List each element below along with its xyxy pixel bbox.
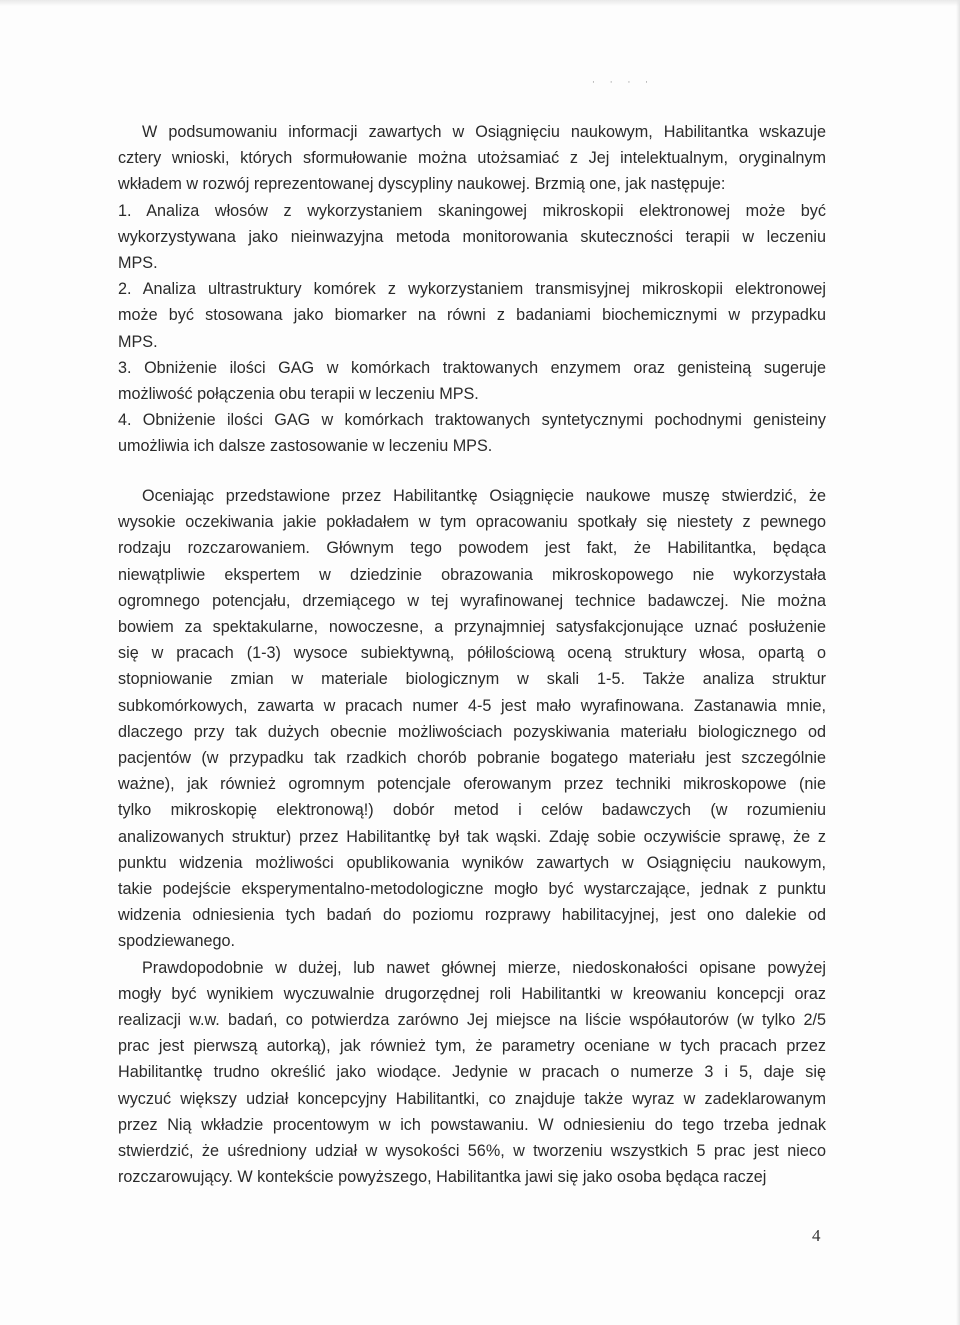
- text-line: 2. Analiza ultrastruktury komórek z wykorzystaniem transmisyjnej mikroskopii elektronowej: [118, 280, 826, 299]
- text-line: wkładem w rozwój reprezentowanej dyscypliny naukowej. Brzmią one, jak następuje:: [118, 175, 726, 194]
- text-line: subkomórkowych, zawarta w pracach numer 4-5 jest mało wyrafinowana. Zastanawia mnie,: [118, 696, 826, 715]
- text-line: Oceniając przedstawione przez Habilitantkę Osiągnięcie naukowe muszę stwierdzić, że: [142, 487, 826, 505]
- numbered-conclusion: [118, 355, 826, 407]
- text-line: analizowanych struktur) przez Habilitantkę był tak wąski. Zdaję sobie oczywiście sprawę, że z: [118, 827, 826, 846]
- text-line: 1. Analiza włosów z wykorzystaniem skaningowej mikroskopii elektronowej może być: [118, 201, 826, 220]
- text-line: W podsumowaniu informacji zawartych w Osiągnięciu naukowym, Habilitantka wskazuje: [142, 123, 826, 141]
- text-line: mogły być wynikiem wyczuwalnie drugorzędnej roli Habilitantki w kreowaniu koncepcji oraz: [118, 984, 826, 1003]
- text-line: stwierdzić, że uśredniony udział w wysokości 56%, w tworzeniu wszystkich 5 prac jest nieco: [118, 1142, 826, 1161]
- text-line: bowiem za spektakularne, nowoczesne, a przynajmniej satysfakcjonujące uznać posłużenie: [118, 618, 826, 637]
- text-line: ważne), jak również ogromnym potencjale oferowanym przez techniki mikroskopowe (nie: [118, 775, 826, 794]
- text-line: realizacji w.w. badań, co potwierdza zarówno Jej miejsce na liście współautorów (w tylko 2/5: [118, 1011, 826, 1030]
- body-paragraph: [118, 483, 826, 955]
- text-line: ogromnego potencjału, drzemiącego w tej wyrafinowanej technice badawczej. Nie można: [118, 591, 826, 610]
- scan-speck-marks: · · · ·: [592, 78, 655, 88]
- page-number: 4: [812, 1226, 821, 1245]
- text-line: tylko mikroskopię elektronową!) dobór metod i celów badawczych (w rozumieniu: [118, 801, 826, 820]
- numbered-conclusion: [118, 276, 826, 355]
- body-paragraph: [118, 955, 826, 1191]
- numbered-conclusion: [118, 198, 826, 277]
- text-line: rozczarowujący. W kontekście powyższego, Habilitantka jawi się jako osoba będąca raczej: [118, 1168, 767, 1187]
- conclusions-section: [118, 119, 826, 460]
- text-line: MPS.: [118, 254, 158, 273]
- text-line: Prawdopodobnie w dużej, lub nawet głównej mierze, niedoskonałości opisane powyżej: [142, 958, 826, 977]
- text-line: możliwość połączenia obu terapii w leczeniu MPS.: [118, 385, 479, 404]
- text-line: punktu widzenia możliwości opublikowania wyników zawartych w Osiągnięciu naukowym,: [118, 853, 826, 872]
- text-line: dlaczego przy tak dużych obecnie możliwościach pozyskiwania materiału biologicznego od: [118, 722, 826, 741]
- text-line: się w pracach (1-3) wysoce subiektywną, półilościową oceną struktury włosa, opartą o: [118, 644, 826, 663]
- text-line: Habilitantkę trudno określić jako wiodące. Jedynie w pracach o numerze 3 i 5, daje się: [118, 1063, 826, 1082]
- text-line: niewątpliwie ekspertem w dziedzinie obrazowania mikroskopowego nie wykorzystała: [118, 565, 826, 584]
- scan-edge-right: [956, 0, 960, 1325]
- assessment-section: [118, 483, 826, 1190]
- text-line: MPS.: [118, 332, 158, 351]
- text-line: prac jest pierwszą autorką), jak również tym, że parametry oceniane w tych pracach przez: [118, 1037, 826, 1056]
- text-line: pacjentów (w przypadku tak rzadkich chorób pobranie bogatego materiału jest szczególnie: [118, 749, 826, 768]
- text-line: przez Nią wkładzie procentowym w ich powstawaniu. W odniesieniu do tego trzeba jednak: [118, 1115, 826, 1134]
- text-line: takie podejście eksperymentalno-metodologiczne mogło być wystarczające, jednak z punktu: [118, 880, 826, 899]
- text-line: cztery wnioski, których sformułowanie można utożsamiać z Jej intelektualnym, oryginalnym: [118, 149, 826, 168]
- text-line: stopniowanie zmian w materiale biologicznym w skali 1-5. Także analiza struktur: [118, 670, 826, 689]
- text-line: widzenia odniesienia tych badań do poziomu rozprawy habilitacyjnej, jest ono dalekie od: [118, 906, 826, 925]
- text-line: wyczuć większy udział koncepcyjny Habilitantki, co znajduje także wyraz w zadeklarowanym: [118, 1089, 826, 1108]
- text-line: spodziewanego.: [118, 932, 235, 951]
- text-line: umożliwia ich dalsze zastosowanie w leczeniu MPS.: [118, 437, 493, 456]
- text-line: 3. Obniżenie ilości GAG w komórkach traktowanych enzymem oraz genisteiną sugeruje: [118, 358, 826, 377]
- text-line: wykorzystywana jako nieinwazyjna metoda monitorowania skuteczności terapii w leczeniu: [118, 227, 826, 246]
- scan-edge-top: [0, 0, 960, 6]
- text-line: rodzaju rozczarowaniem. Głównym tego powodem jest fakt, że Habilitantka, będąca: [118, 539, 826, 558]
- text-line: może być stosowana jako biomarker na równi z badaniami biochemicznymi w przypadku: [118, 306, 826, 325]
- text-line: wysokie oczekiwania jakie pokładałem w tym opracowaniu spotkały się niestety z pewnego: [118, 513, 826, 532]
- body-paragraph: [118, 119, 826, 198]
- text-line: 4. Obniżenie ilości GAG w komórkach traktowanych syntetycznymi pochodnymi genisteiny: [118, 411, 826, 430]
- numbered-conclusion: [118, 407, 826, 459]
